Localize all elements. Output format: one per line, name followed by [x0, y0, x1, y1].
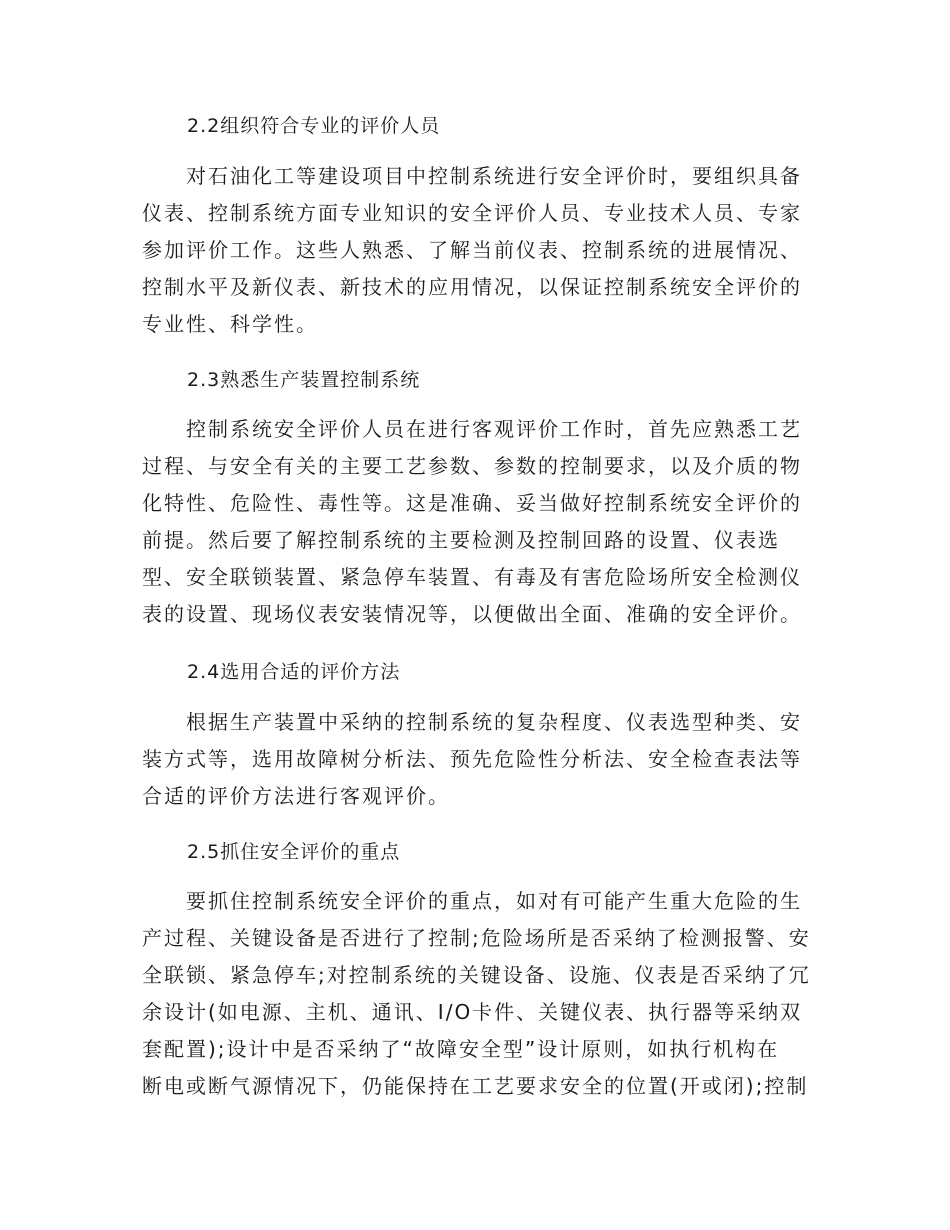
paragraph-line: 合适的评价方法进行客观评价。 [142, 784, 450, 808]
paragraph-line: 专业性、科学性。 [142, 312, 318, 336]
paragraph-line: 控制系统安全评价人员在进行客观评价工作时，首先应熟悉工艺 [186, 417, 802, 441]
paragraph-line: 全联锁、紧急停车;对控制系统的关键设备、设施、仪表是否采纳了冗 [142, 963, 811, 987]
paragraph-line: 断电或断气源情况下，仍能保持在工艺要求安全的位置(开或闭);控制 [142, 1074, 809, 1098]
paragraph-line: 对石油化工等建设项目中控制系统进行安全评价时，要组织具备 [186, 164, 802, 188]
paragraph-line: 根据生产装置中采纳的控制系统的复杂程度、仪表选型种类、安 [186, 710, 802, 734]
paragraph-line: 过程、与安全有关的主要工艺参数、参数的控制要求，以及介质的物 [142, 454, 802, 478]
section-heading-2-5: 2.5抓住安全评价的重点 [187, 841, 401, 863]
paragraph-line: 仪表、控制系统方面专业知识的安全评价人员、专业技术人员、专家 [142, 201, 802, 225]
section-heading-2-2: 2.2组织符合专业的评价人员 [187, 115, 441, 137]
section-paragraph-2-3 [142, 411, 802, 633]
paragraph-line: 化特性、危险性、毒性等。这是准确、妥当做好控制系统安全评价的 [142, 491, 802, 515]
paragraph-line: 产过程、关键设备是否进行了控制;危险场所是否采纳了检测报警、安 [142, 926, 811, 950]
paragraph-line: 要抓住控制系统安全评价的重点，如对有可能产生重大危险的生 [186, 889, 802, 913]
paragraph-line: 前提。然后要了解控制系统的主要检测及控制回路的设置、仪表选 [142, 528, 780, 552]
paragraph-line: 表的设置、现场仪表安装情况等，以便做出全面、准确的安全评价。 [142, 602, 802, 626]
paragraph-line: 套配置);设计中是否采纳了“故障安全型”设计原则，如执行机构在 [142, 1037, 780, 1061]
section-heading-2-4: 2.4选用合适的评价方法 [187, 661, 401, 683]
paragraph-line: 参加评价工作。这些人熟悉、了解当前仪表、控制系统的进展情况、 [142, 238, 802, 262]
section-paragraph-2-2 [142, 158, 802, 343]
section-heading-2-3: 2.3熟悉生产装置控制系统 [187, 369, 421, 391]
paragraph-line: 型、安全联锁装置、紧急停车装置、有毒及有害危险场所安全检测仪 [142, 565, 802, 589]
section-paragraph-2-5 [142, 883, 811, 1105]
paragraph-line: 装方式等，选用故障树分析法、预先危险性分析法、安全检查表法等 [142, 747, 802, 771]
paragraph-line: 控制水平及新仪表、新技术的应用情况，以保证控制系统安全评价的 [142, 275, 802, 299]
section-paragraph-2-4 [142, 704, 802, 815]
paragraph-line: 余设计(如电源、主机、通讯、I/O卡件、关键仪表、执行器等采纳双 [142, 1000, 803, 1024]
